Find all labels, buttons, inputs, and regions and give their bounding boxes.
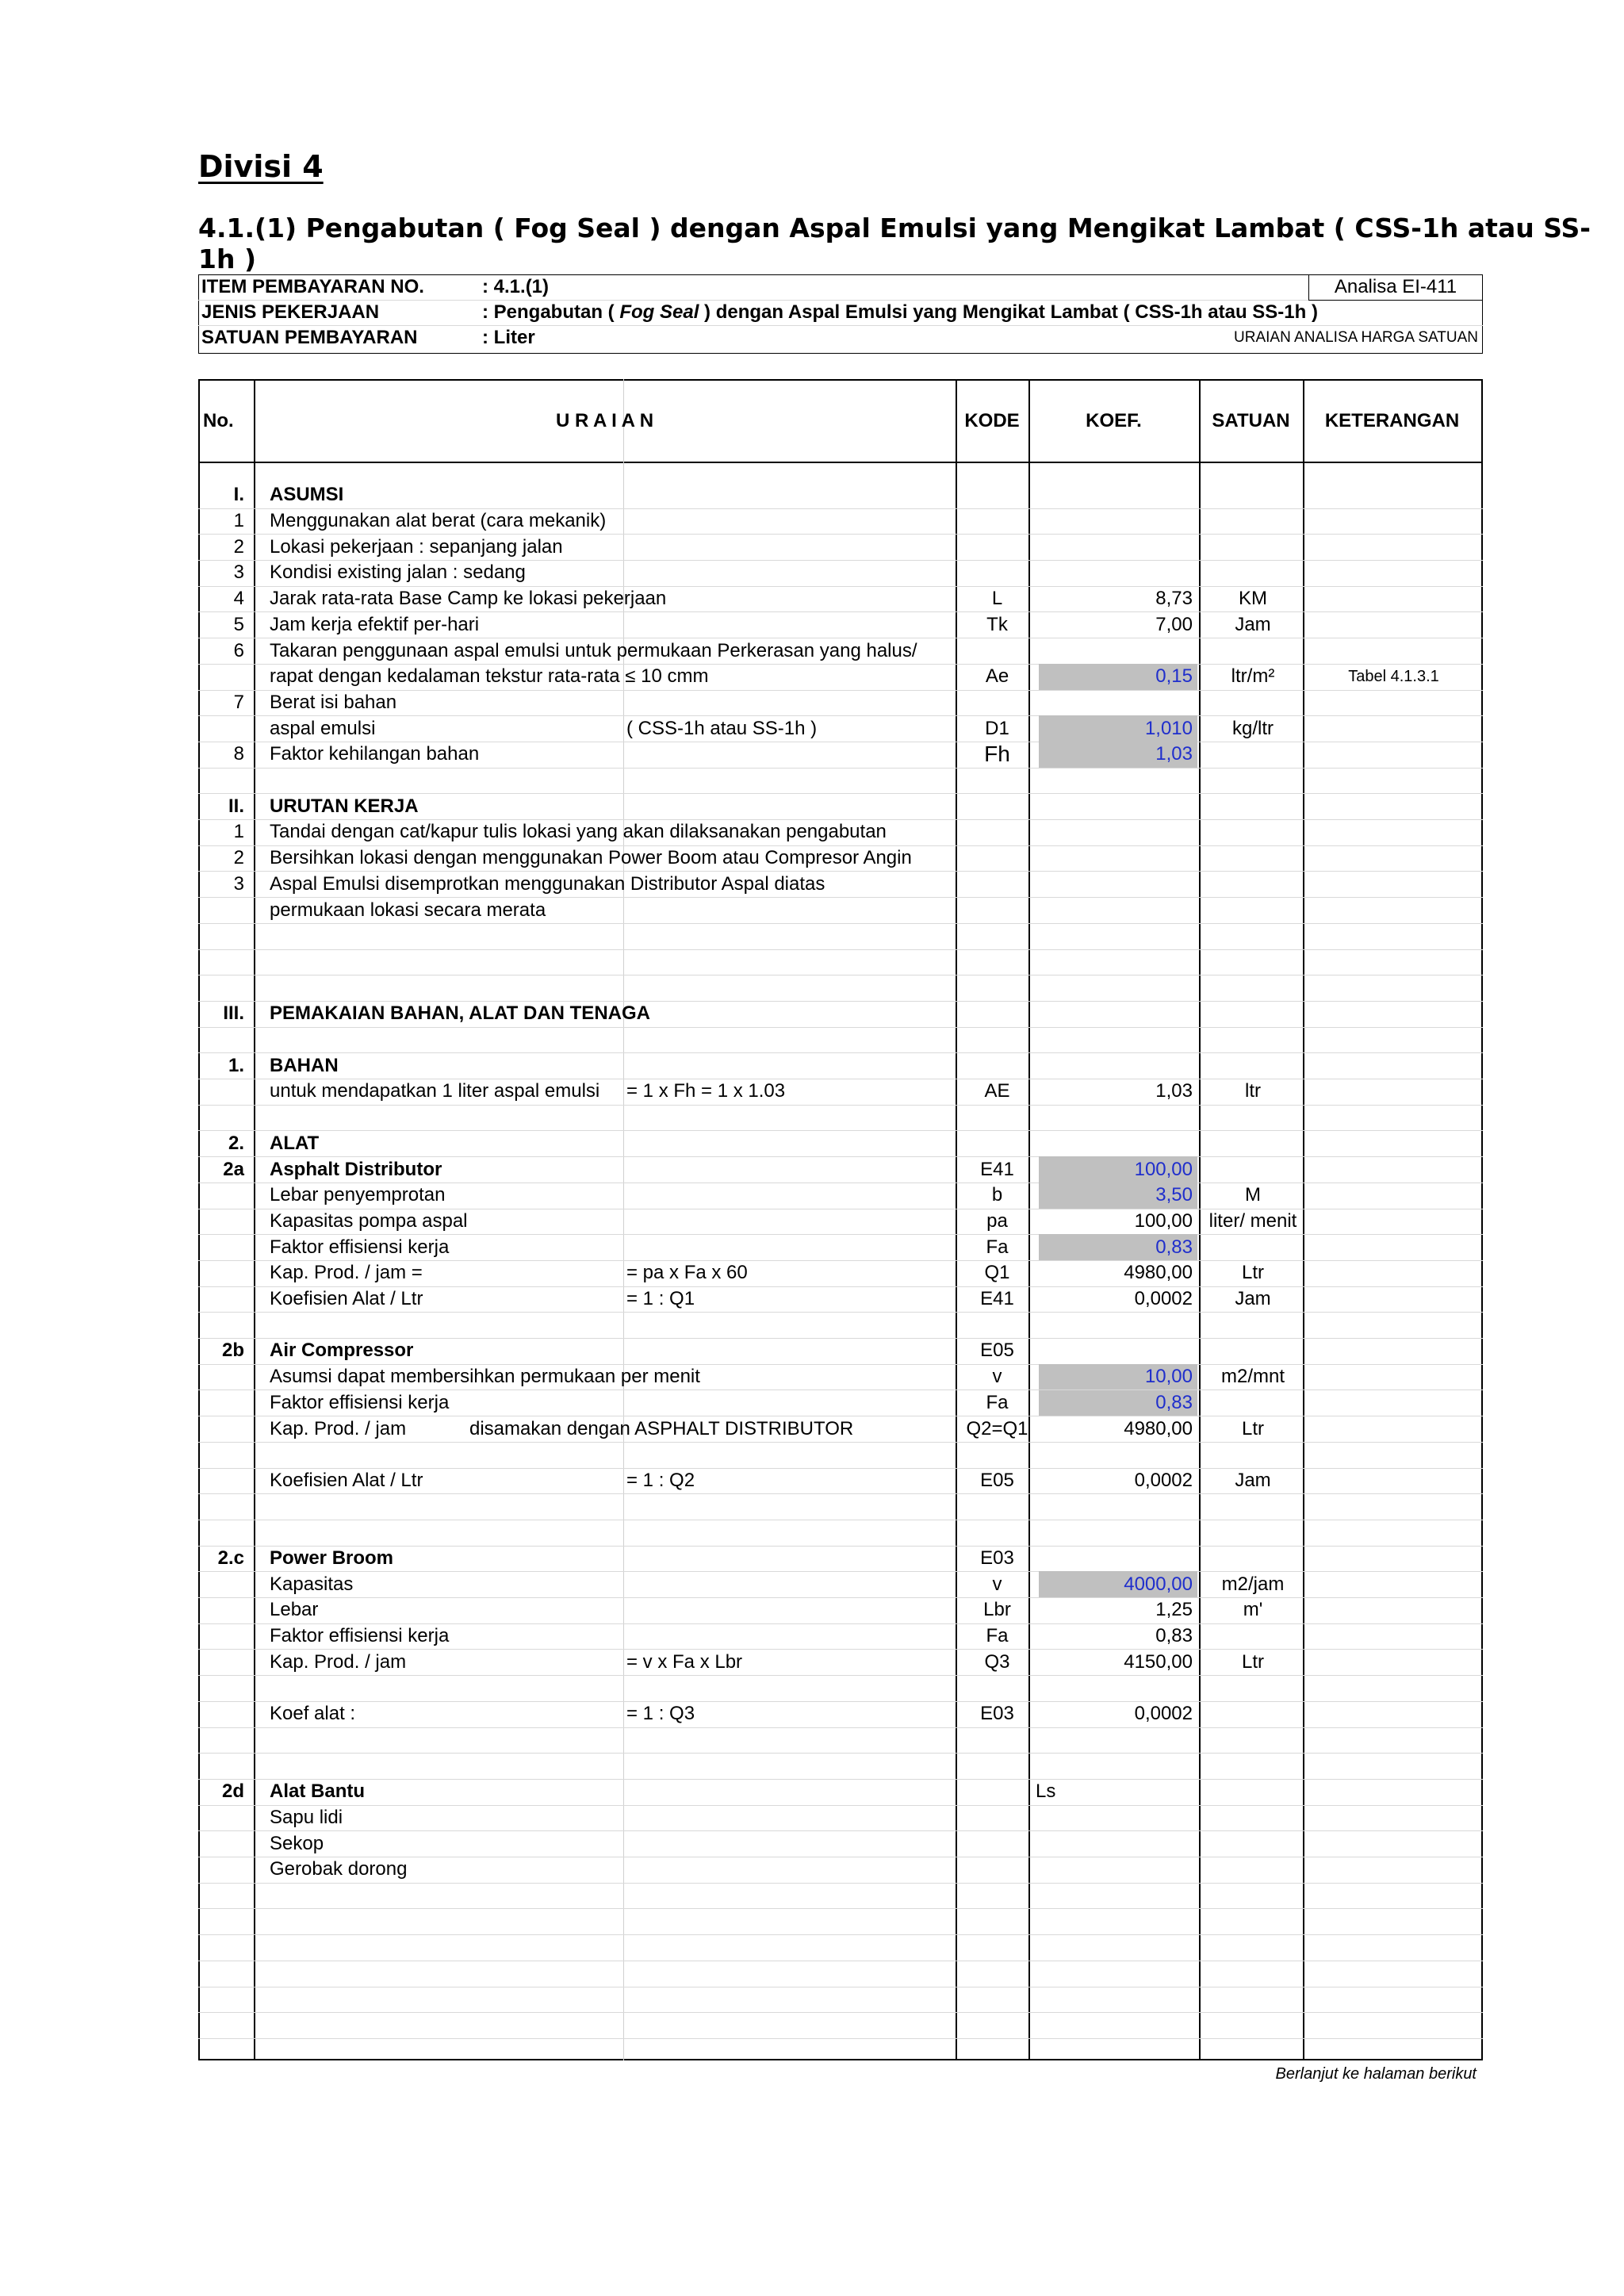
row-code: Fa bbox=[986, 1391, 1009, 1413]
table-row bbox=[198, 1623, 1483, 1650]
table-row bbox=[198, 1909, 1483, 1936]
row-description: Jam kerja efektif per-hari bbox=[270, 613, 480, 635]
row-description: Asphalt Distributor bbox=[270, 1158, 442, 1180]
row-unit: Jam bbox=[1235, 1288, 1271, 1310]
row-code: Ae bbox=[985, 665, 1009, 688]
row-code: pa bbox=[986, 1209, 1008, 1232]
row-code: E41 bbox=[980, 1288, 1014, 1310]
row-description: ALAT bbox=[270, 1132, 320, 1154]
row-code: E05 bbox=[980, 1469, 1014, 1491]
row-formula: = v x Fa x Lbr bbox=[626, 1650, 743, 1673]
row-number bbox=[198, 1830, 254, 1857]
row-number: 1 bbox=[233, 821, 244, 843]
row-number bbox=[198, 1416, 254, 1442]
row-number bbox=[198, 1364, 254, 1390]
row-description: Jarak rata-rata Base Camp ke lokasi pekerjaan bbox=[270, 588, 667, 610]
row-number: 8 bbox=[233, 743, 244, 765]
row-description: Power Broom bbox=[270, 1547, 394, 1570]
row-coefficient: 4000,00 bbox=[1039, 1571, 1197, 1597]
row-description: Kap. Prod. / jam bbox=[270, 1417, 407, 1439]
row-number: III. bbox=[223, 1002, 244, 1025]
table-row bbox=[198, 1987, 1483, 2014]
column-header-row bbox=[198, 403, 1483, 439]
row-coefficient: 4150,00 bbox=[1124, 1650, 1193, 1673]
row-description: Lebar penyemprotan bbox=[270, 1184, 446, 1206]
table-row bbox=[198, 1416, 1483, 1443]
row-code: Tk bbox=[986, 613, 1008, 635]
table-row bbox=[198, 1934, 1483, 1961]
table-row bbox=[198, 1182, 1483, 1209]
table-row bbox=[198, 1105, 1483, 1132]
item-label: ITEM PEMBAYARAN NO. bbox=[201, 276, 424, 297]
row-coefficient-lump-sum: Ls bbox=[1036, 1780, 1056, 1803]
row-coefficient: 7,00 bbox=[1155, 613, 1193, 635]
row-coefficient: 100,00 bbox=[1039, 1156, 1197, 1182]
row-number: 2 bbox=[233, 535, 244, 558]
table-row bbox=[198, 1079, 1483, 1106]
row-description: Bersihkan lokasi dengan menggunakan Power Boom atau Compresor Angin bbox=[270, 847, 912, 869]
table-row bbox=[198, 586, 1483, 613]
row-coefficient: 0,0002 bbox=[1134, 1288, 1193, 1310]
row-number bbox=[198, 1182, 254, 1209]
row-unit: kg/ltr bbox=[1231, 717, 1274, 739]
row-code: Fa bbox=[986, 1236, 1009, 1258]
row-description: Kondisi existing jalan : sedang bbox=[270, 562, 526, 584]
row-description: Kap. Prod. / jam bbox=[270, 1650, 407, 1673]
row-unit: Jam bbox=[1235, 1469, 1271, 1491]
col-satuan: SATUAN bbox=[1212, 410, 1290, 431]
row-description: Lokasi pekerjaan : sepanjang jalan bbox=[270, 535, 563, 558]
row-formula: = 1 : Q1 bbox=[626, 1288, 695, 1310]
table-row bbox=[198, 482, 1483, 509]
row-number: 2 bbox=[233, 847, 244, 869]
row-code: Q1 bbox=[984, 1262, 1010, 1284]
jenis-value-prefix: : Pengabutan ( bbox=[482, 301, 620, 323]
row-number bbox=[198, 1753, 254, 1779]
table-row bbox=[198, 612, 1483, 639]
row-number bbox=[198, 1260, 254, 1286]
row-number: 3 bbox=[233, 562, 244, 584]
table-row bbox=[198, 715, 1483, 742]
row-number bbox=[198, 923, 254, 949]
row-code: AE bbox=[984, 1080, 1010, 1102]
row-number bbox=[198, 1027, 254, 1053]
table-row bbox=[198, 1701, 1483, 1728]
row-formula: = 1 : Q3 bbox=[626, 1703, 695, 1725]
row-number: I. bbox=[233, 484, 244, 506]
row-number bbox=[198, 1934, 254, 1961]
row-description: Lebar bbox=[270, 1599, 319, 1621]
row-number: 7 bbox=[233, 691, 244, 713]
col-keterangan: KETERANGAN bbox=[1324, 410, 1460, 431]
division-heading: Divisi 4 bbox=[198, 149, 324, 184]
table-row bbox=[198, 975, 1483, 1002]
page-title: 4.1.(1) Pengabutan ( Fog Seal ) dengan Aspal Emulsi yang Mengikat Lambat ( CSS-1h atau SS-1h ) bbox=[198, 213, 1591, 274]
table-row bbox=[198, 768, 1483, 795]
table-row bbox=[198, 1830, 1483, 1857]
col-koef: KOEF. bbox=[1086, 410, 1142, 431]
row-description: aspal emulsi bbox=[270, 717, 376, 739]
row-coefficient: 4980,00 bbox=[1124, 1262, 1193, 1284]
row-coefficient: 3,50 bbox=[1039, 1182, 1197, 1209]
row-number: 5 bbox=[233, 613, 244, 635]
row-formula: ( CSS-1h atau SS-1h ) bbox=[626, 717, 818, 739]
table-row bbox=[198, 1390, 1483, 1417]
row-number bbox=[198, 1105, 254, 1131]
row-description: Gerobak dorong bbox=[270, 1858, 408, 1880]
row-coefficient: 1,010 bbox=[1039, 715, 1197, 742]
table-row bbox=[198, 508, 1483, 535]
jenis-value-suffix: ) dengan Aspal Emulsi yang Mengikat Lambat ( CSS-1h atau SS-1h ) bbox=[699, 301, 1318, 323]
row-description: Faktor effisiensi kerja bbox=[270, 1625, 450, 1647]
jenis-value bbox=[482, 300, 1318, 325]
row-code: Fa bbox=[986, 1625, 1009, 1647]
table-row bbox=[198, 1468, 1483, 1495]
row-coefficient: 0,83 bbox=[1039, 1234, 1197, 1260]
row-number bbox=[198, 664, 254, 690]
row-coefficient: 0,15 bbox=[1039, 664, 1197, 690]
table-row bbox=[198, 1364, 1483, 1391]
row-description: untuk mendapatkan 1 liter aspal emulsi bbox=[270, 1080, 600, 1102]
analysis-table bbox=[198, 379, 1483, 2060]
table-row bbox=[198, 1650, 1483, 1677]
row-unit: m' bbox=[1243, 1599, 1263, 1621]
table-row bbox=[198, 1260, 1483, 1287]
row-description: Sapu lidi bbox=[270, 1807, 343, 1829]
table-row bbox=[198, 1571, 1483, 1598]
table-row bbox=[198, 872, 1483, 899]
row-number bbox=[198, 949, 254, 976]
row-formula: disamakan dengan ASPHALT DISTRIBUTOR bbox=[469, 1417, 854, 1439]
row-code: E05 bbox=[980, 1340, 1014, 1362]
row-unit: Ltr bbox=[1241, 1262, 1264, 1284]
col-uraian: U R A I A N bbox=[555, 410, 654, 431]
table-row bbox=[198, 1779, 1483, 1806]
row-number bbox=[198, 1234, 254, 1260]
row-code: Fh bbox=[984, 742, 1010, 767]
table-row bbox=[198, 1312, 1483, 1339]
row-code: b bbox=[991, 1184, 1003, 1206]
table-row bbox=[198, 1857, 1483, 1884]
row-description: BAHAN bbox=[270, 1054, 339, 1076]
table-row bbox=[198, 1234, 1483, 1261]
row-number: 3 bbox=[233, 872, 244, 895]
row-description: PEMAKAIAN BAHAN, ALAT DAN TENAGA bbox=[270, 1002, 650, 1025]
row-unit: ltr/m² bbox=[1231, 665, 1275, 688]
col-no: No. bbox=[203, 410, 234, 431]
row-number bbox=[198, 1468, 254, 1494]
analysis-code: Analisa EI-411 bbox=[1334, 276, 1457, 297]
row-unit: Jam bbox=[1235, 613, 1271, 635]
row-coefficient: 0,0002 bbox=[1134, 1469, 1193, 1491]
row-description: Asumsi dapat membersihkan permukaan per menit bbox=[270, 1366, 700, 1388]
row-coefficient: 0,83 bbox=[1039, 1390, 1197, 1416]
row-description: Menggunakan alat berat (cara mekanik) bbox=[270, 510, 607, 532]
row-number: II. bbox=[228, 795, 244, 817]
row-number bbox=[198, 768, 254, 794]
table-row bbox=[198, 1027, 1483, 1054]
jenis-label: JENIS PEKERJAAN bbox=[201, 301, 380, 323]
row-number bbox=[198, 1493, 254, 1520]
row-code: v bbox=[992, 1366, 1002, 1388]
table-row bbox=[198, 1286, 1483, 1313]
row-number bbox=[198, 1675, 254, 1701]
row-description: Koef alat : bbox=[270, 1703, 356, 1725]
row-description: rapat dengan kedalaman tekstur rata-rata ≤ 10 cmm bbox=[270, 665, 709, 688]
table-row bbox=[198, 534, 1483, 561]
row-description: Tandai dengan cat/kapur tulis lokasi yang akan dilaksanakan pengabutan bbox=[270, 821, 887, 843]
footer-note: Berlanjut ke halaman berikut bbox=[1275, 2064, 1477, 2083]
row-number bbox=[198, 715, 254, 742]
row-description: Faktor kehilangan bahan bbox=[270, 743, 480, 765]
satuan-value: : Liter bbox=[482, 327, 535, 348]
satuan-label: SATUAN PEMBAYARAN bbox=[201, 327, 418, 348]
jenis-value-italic: Fog Seal bbox=[619, 301, 699, 323]
row-coefficient: 1,03 bbox=[1155, 1080, 1193, 1102]
table-row bbox=[198, 1338, 1483, 1365]
row-code: Lbr bbox=[983, 1599, 1011, 1621]
row-number bbox=[198, 1209, 254, 1235]
table-row bbox=[198, 1209, 1483, 1236]
table-row bbox=[198, 949, 1483, 976]
row-unit: Ltr bbox=[1241, 1417, 1264, 1439]
row-unit: KM bbox=[1239, 588, 1267, 610]
table-row bbox=[198, 664, 1483, 691]
row-number bbox=[198, 1727, 254, 1754]
table-row bbox=[198, 923, 1483, 950]
col-kode: KODE bbox=[964, 410, 1020, 431]
row-remark: Tabel 4.1.3.1 bbox=[1348, 667, 1439, 685]
row-number: 6 bbox=[233, 639, 244, 661]
row-number bbox=[198, 1597, 254, 1623]
header-block bbox=[198, 274, 1483, 354]
table-row bbox=[198, 1001, 1483, 1028]
table-row bbox=[198, 2012, 1483, 2039]
row-coefficient: 0,83 bbox=[1155, 1625, 1193, 1647]
table-row bbox=[198, 1520, 1483, 1547]
row-number: 1 bbox=[233, 510, 244, 532]
row-number bbox=[198, 975, 254, 1001]
row-description: Air Compressor bbox=[270, 1340, 414, 1362]
row-description: Faktor effisiensi kerja bbox=[270, 1391, 450, 1413]
row-number bbox=[198, 1286, 254, 1313]
table-row bbox=[198, 1546, 1483, 1573]
row-number bbox=[198, 1442, 254, 1468]
row-number bbox=[198, 1987, 254, 2013]
row-code: Q3 bbox=[984, 1650, 1010, 1673]
table-row bbox=[198, 690, 1483, 717]
table-row bbox=[198, 1805, 1483, 1832]
row-unit: ltr bbox=[1245, 1080, 1261, 1102]
row-code: E03 bbox=[980, 1703, 1014, 1725]
row-number: 2b bbox=[221, 1340, 244, 1362]
table-row bbox=[198, 742, 1483, 769]
row-coefficient: 1,25 bbox=[1155, 1599, 1193, 1621]
row-code: v bbox=[992, 1573, 1002, 1595]
row-number bbox=[198, 1883, 254, 1909]
row-description: Sekop bbox=[270, 1832, 324, 1854]
analysis-subtitle: URAIAN ANALISA HARGA SATUAN bbox=[1234, 329, 1478, 346]
row-number bbox=[198, 1520, 254, 1546]
table-row bbox=[198, 1597, 1483, 1624]
row-coefficient: 8,73 bbox=[1155, 588, 1193, 610]
row-number bbox=[198, 1701, 254, 1727]
row-description: Aspal Emulsi disemprotkan menggunakan Distributor Aspal diatas bbox=[270, 872, 825, 895]
table-row bbox=[198, 1961, 1483, 1987]
table-row bbox=[198, 638, 1483, 665]
table-row bbox=[198, 1753, 1483, 1780]
row-number bbox=[198, 1650, 254, 1676]
row-number bbox=[198, 1909, 254, 1935]
table-row bbox=[198, 1156, 1483, 1183]
item-value: : 4.1.(1) bbox=[482, 276, 550, 297]
row-number bbox=[198, 897, 254, 923]
row-unit: m2/mnt bbox=[1220, 1366, 1285, 1388]
row-number: 1. bbox=[228, 1054, 244, 1076]
row-description: Kapasitas pompa aspal bbox=[270, 1209, 468, 1232]
row-description: ASUMSI bbox=[270, 484, 344, 506]
row-number bbox=[198, 2012, 254, 2038]
row-unit: Ltr bbox=[1241, 1650, 1264, 1673]
row-description: Takaran penggunaan aspal emulsi untuk permukaan Perkerasan yang halus/ bbox=[270, 639, 917, 661]
footer-row bbox=[198, 2062, 1483, 2086]
table-row bbox=[198, 1675, 1483, 1702]
table-row bbox=[198, 560, 1483, 587]
row-description: Kap. Prod. / jam = bbox=[270, 1262, 423, 1284]
row-coefficient: 100,00 bbox=[1134, 1209, 1193, 1232]
row-code: D1 bbox=[985, 717, 1009, 739]
row-description: permukaan lokasi secara merata bbox=[270, 899, 546, 921]
row-number bbox=[198, 1857, 254, 1883]
row-formula: = 1 x Fh = 1 x 1.03 bbox=[626, 1080, 786, 1102]
row-description: Koefisien Alat / Ltr bbox=[270, 1288, 423, 1310]
row-description: Berat isi bahan bbox=[270, 691, 397, 713]
row-number bbox=[198, 1571, 254, 1597]
table-row bbox=[198, 1052, 1483, 1079]
table-row bbox=[198, 1883, 1483, 1910]
row-code: Q2=Q1 bbox=[966, 1417, 1028, 1439]
table-row bbox=[198, 897, 1483, 924]
row-formula: = 1 : Q2 bbox=[626, 1469, 695, 1491]
row-coefficient: 1,03 bbox=[1039, 742, 1197, 768]
row-number: 4 bbox=[233, 588, 244, 610]
row-number: 2. bbox=[228, 1132, 244, 1154]
row-description: Koefisien Alat / Ltr bbox=[270, 1469, 423, 1491]
row-coefficient: 4980,00 bbox=[1124, 1417, 1193, 1439]
row-code: L bbox=[991, 588, 1003, 610]
row-unit: liter/ menit bbox=[1208, 1209, 1297, 1232]
row-number bbox=[198, 1079, 254, 1105]
row-number bbox=[198, 1623, 254, 1650]
table-row bbox=[198, 845, 1483, 872]
row-number: 2a bbox=[223, 1158, 244, 1180]
row-description: Kapasitas bbox=[270, 1573, 354, 1595]
row-unit: M bbox=[1245, 1184, 1261, 1206]
row-description: URUTAN KERJA bbox=[270, 795, 419, 817]
row-code: E03 bbox=[980, 1547, 1014, 1570]
table-row bbox=[198, 1493, 1483, 1520]
row-coefficient: 10,00 bbox=[1039, 1364, 1197, 1390]
table-row bbox=[198, 1727, 1483, 1754]
row-number: 2d bbox=[221, 1780, 244, 1803]
table-row bbox=[198, 819, 1483, 846]
table-row bbox=[198, 1131, 1483, 1158]
row-description: Alat Bantu bbox=[270, 1780, 365, 1803]
row-number bbox=[198, 1390, 254, 1416]
row-code: E41 bbox=[980, 1158, 1014, 1180]
row-coefficient: 0,0002 bbox=[1134, 1703, 1193, 1725]
row-number bbox=[198, 1805, 254, 1831]
row-description: Faktor effisiensi kerja bbox=[270, 1236, 450, 1258]
table-row bbox=[198, 793, 1483, 820]
row-number bbox=[198, 1312, 254, 1338]
row-number: 2.c bbox=[217, 1547, 244, 1570]
row-unit: m2/jam bbox=[1221, 1573, 1285, 1595]
table-row bbox=[198, 1442, 1483, 1469]
row-formula: = pa x Fa x 60 bbox=[626, 1262, 748, 1284]
row-number bbox=[198, 1961, 254, 1987]
